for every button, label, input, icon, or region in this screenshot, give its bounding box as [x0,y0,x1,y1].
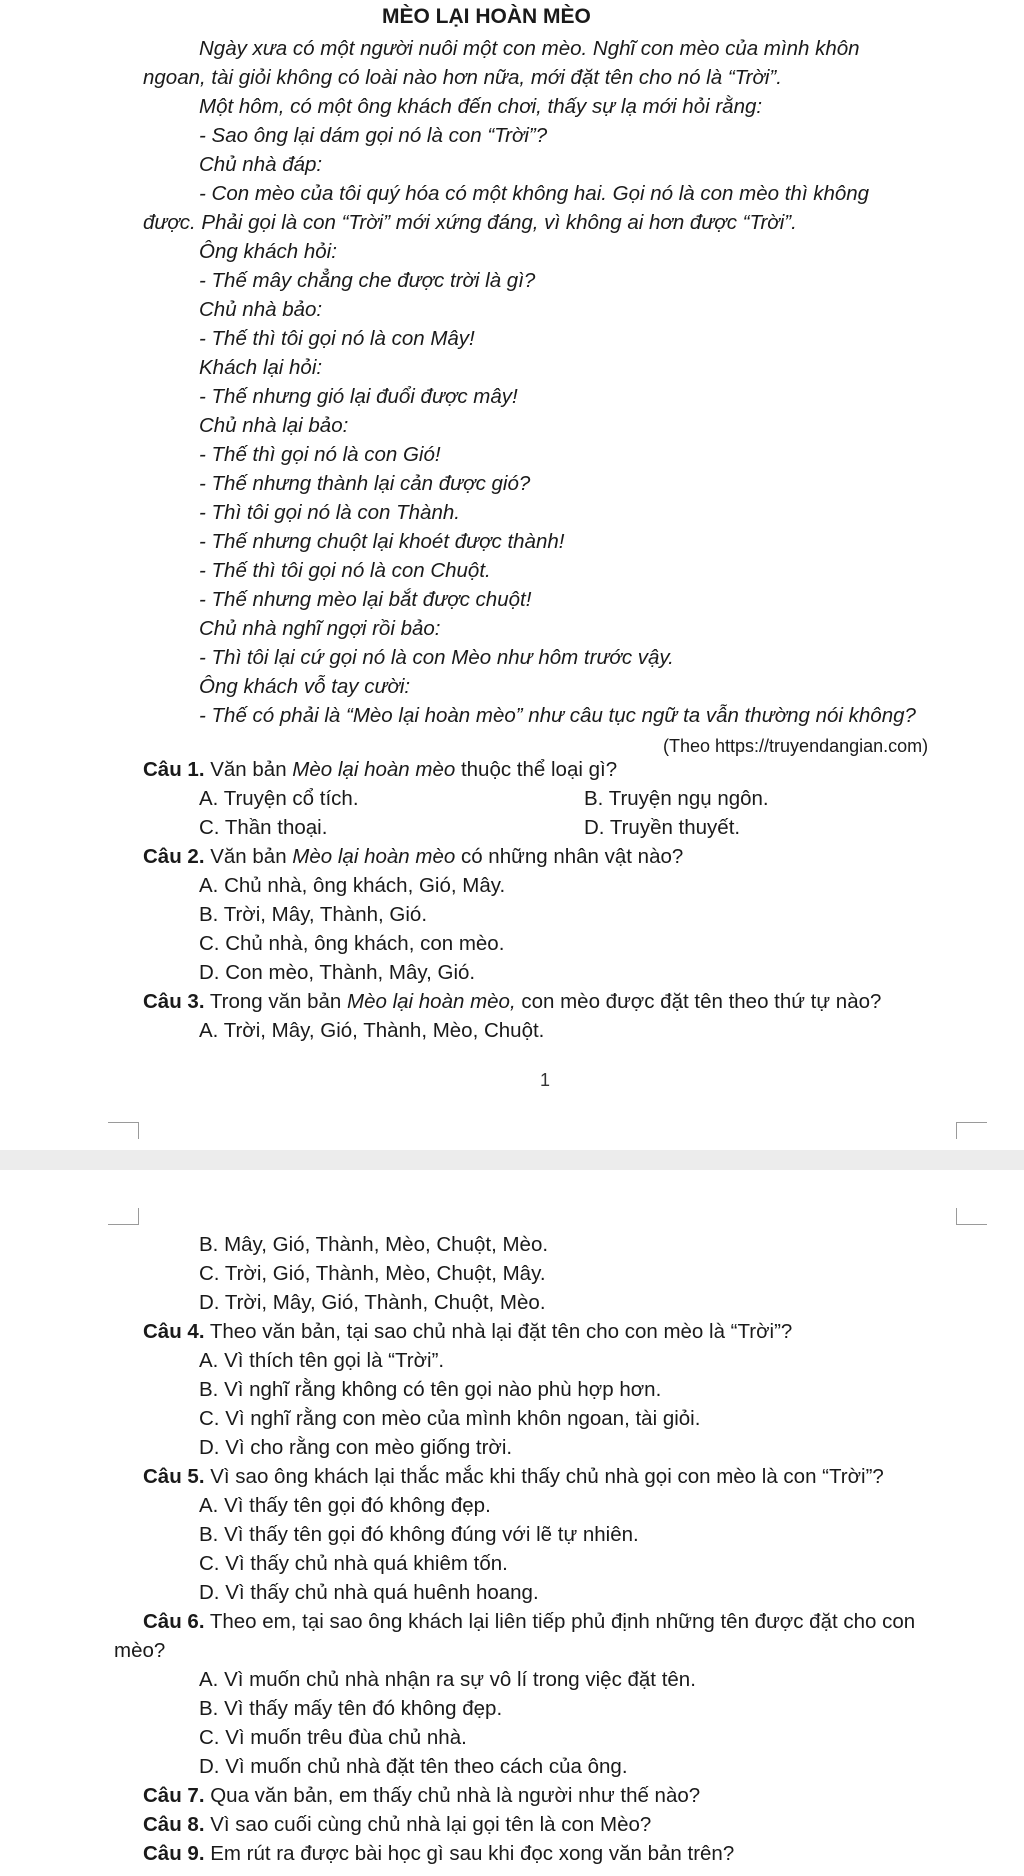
page-corner-mark [956,1208,987,1225]
question-text: Em rút ra được bài học gì sau khi đọc xong văn bản trên? [204,1842,735,1865]
option-c: C. Vì nghĩ rằng con mèo của mình khôn ngoan, tài giỏi. [199,1407,701,1430]
question-number: Câu 2. [143,845,205,868]
page-corner-mark [108,1208,139,1225]
page-corner-mark [956,1122,987,1139]
question-9 [143,1841,734,1867]
story-line: Chủ nhà bảo: [199,298,323,321]
page-corner-mark [108,1122,139,1139]
story-line: - Thì tôi lại cứ gọi nó là con Mèo như hôm trước vậy. [199,646,674,669]
question-6 [143,1609,915,1635]
question-7 [143,1783,700,1809]
question-number: Câu 8. [143,1813,205,1836]
story-line: Chủ nhà nghĩ ngợi rồi bảo: [199,617,441,640]
story-line: - Sao ông lại dám gọi nó là con “Trời”? [199,124,548,147]
story-line: - Thế có phải là “Mèo lại hoàn mèo” như câu tục ngữ ta vẫn thường nói không? [199,704,916,727]
option-a: A. Truyện cổ tích. [199,787,359,810]
option-c: C. Chủ nhà, ông khách, con mèo. [199,932,505,955]
story-title: MÈO LẠI HOÀN MÈO [382,5,591,28]
page-gap [0,1150,1024,1170]
option-d: D. Vì cho rằng con mèo giống trời. [199,1436,513,1459]
story-line: Chủ nhà đáp: [199,153,323,176]
option-c: C. Trời, Gió, Thành, Mèo, Chuột, Mây. [199,1262,546,1285]
option-a: A. Vì thấy tên gọi đó không đẹp. [199,1494,491,1517]
question-text: Qua văn bản, em thấy chủ nhà là người như thế nào? [204,1784,701,1807]
question-number: Câu 1. [143,758,205,781]
page-2 [0,1170,1024,1876]
option-d: D. Truyền thuyết. [584,816,741,839]
question-text: có những nhân vật nào? [455,845,684,868]
question-number: Câu 4. [143,1320,205,1343]
story-line: - Thế thì tôi gọi nó là con Chuột. [199,559,491,582]
question-3 [143,989,881,1015]
question-text: thuộc thể loại gì? [455,758,618,781]
story-line: - Thì tôi gọi nó là con Thành. [199,501,460,524]
option-d: D. Vì muốn chủ nhà đặt tên theo cách của ông. [199,1755,628,1778]
question-text: con mèo được đặt tên theo thứ tự nào? [515,990,882,1013]
question-text-continued: mèo? [114,1639,166,1662]
question-text: Theo văn bản, tại sao chủ nhà lại đặt tên cho con mèo là “Trời”? [204,1320,793,1343]
question-title-italic: Mèo lại hoàn mèo, [347,990,516,1013]
story-line: - Thế thì gọi nó là con Gió! [199,443,441,466]
question-2 [143,844,683,870]
story-line: - Thế nhưng gió lại đuổi được mây! [199,385,518,408]
option-b: B. Mây, Gió, Thành, Mèo, Chuột, Mèo. [199,1233,549,1256]
option-b: B. Truyện ngụ ngôn. [584,787,769,810]
question-text: Văn bản [204,845,293,868]
question-number: Câu 6. [143,1610,205,1633]
option-d: D. Vì thấy chủ nhà quá huênh hoang. [199,1581,539,1604]
story-line: Ông khách vỗ tay cười: [199,675,411,698]
question-number: Câu 7. [143,1784,205,1807]
question-text: Theo em, tại sao ông khách lại liên tiếp phủ định những tên được đặt cho con [204,1610,916,1633]
question-1 [143,757,617,783]
option-b: B. Vì thấy tên gọi đó không đúng với lẽ tự nhiên. [199,1523,639,1546]
story-line: - Thế nhưng thành lại cản được gió? [199,472,531,495]
question-number: Câu 9. [143,1842,205,1865]
option-a: A. Vì thích tên gọi là “Trời”. [199,1349,445,1372]
question-8 [143,1812,651,1838]
story-line: - Thế nhưng mèo lại bắt được chuột! [199,588,532,611]
story-line: - Thế nhưng chuột lại khoét được thành! [199,530,565,553]
question-title-italic: Mèo lại hoàn mèo [292,845,456,868]
option-c: C. Vì thấy chủ nhà quá khiêm tốn. [199,1552,508,1575]
option-a: A. Trời, Mây, Gió, Thành, Mèo, Chuột. [199,1019,545,1042]
question-number: Câu 3. [143,990,205,1013]
source-citation: (Theo https://truyendangian.com) [663,736,929,756]
option-c: C. Thần thoại. [199,816,328,839]
question-4 [143,1319,792,1345]
story-line: ngoan, tài giỏi không có loài nào hơn nữa, mới đặt tên cho nó là “Trời”. [143,66,782,89]
story-line: Ông khách hỏi: [199,240,337,263]
question-text: Văn bản [204,758,293,781]
story-line: - Thế thì tôi gọi nó là con Mây! [199,327,475,350]
option-b: B. Vì thấy mấy tên đó không đẹp. [199,1697,503,1720]
option-b: B. Vì nghĩ rằng không có tên gọi nào phù hợp hơn. [199,1378,662,1401]
story-line: - Thế mây chẳng che được trời là gì? [199,269,536,292]
option-a: A. Chủ nhà, ông khách, Gió, Mây. [199,874,506,897]
question-number: Câu 5. [143,1465,205,1488]
question-title-italic: Mèo lại hoàn mèo [292,758,456,781]
question-text: Vì sao ông khách lại thắc mắc khi thấy chủ nhà gọi con mèo là con “Trời”? [204,1465,884,1488]
story-line: Ngày xưa có một người nuôi một con mèo. Nghĩ con mèo của mình khôn [199,37,860,60]
option-d: D. Trời, Mây, Gió, Thành, Chuột, Mèo. [199,1291,546,1314]
page-number: 1 [540,1070,551,1090]
story-line: Chủ nhà lại bảo: [199,414,349,437]
option-d: D. Con mèo, Thành, Mây, Gió. [199,961,476,984]
story-line: Một hôm, có một ông khách đến chơi, thấy sự lạ mới hỏi rằng: [199,95,763,118]
story-line: - Con mèo của tôi quý hóa có một không hai. Gọi nó là con mèo thì không [199,182,870,205]
story-line: Khách lại hỏi: [199,356,323,379]
option-b: B. Trời, Mây, Thành, Gió. [199,903,428,926]
question-text: Trong văn bản [204,990,347,1013]
question-5 [143,1464,884,1490]
story-line: được. Phải gọi là con “Trời” mới xứng đáng, vì không ai hơn được “Trời”. [143,211,797,234]
option-a: A. Vì muốn chủ nhà nhận ra sự vô lí trong việc đặt tên. [199,1668,696,1691]
option-c: C. Vì muốn trêu đùa chủ nhà. [199,1726,467,1749]
question-text: Vì sao cuối cùng chủ nhà lại gọi tên là con Mèo? [204,1813,652,1836]
